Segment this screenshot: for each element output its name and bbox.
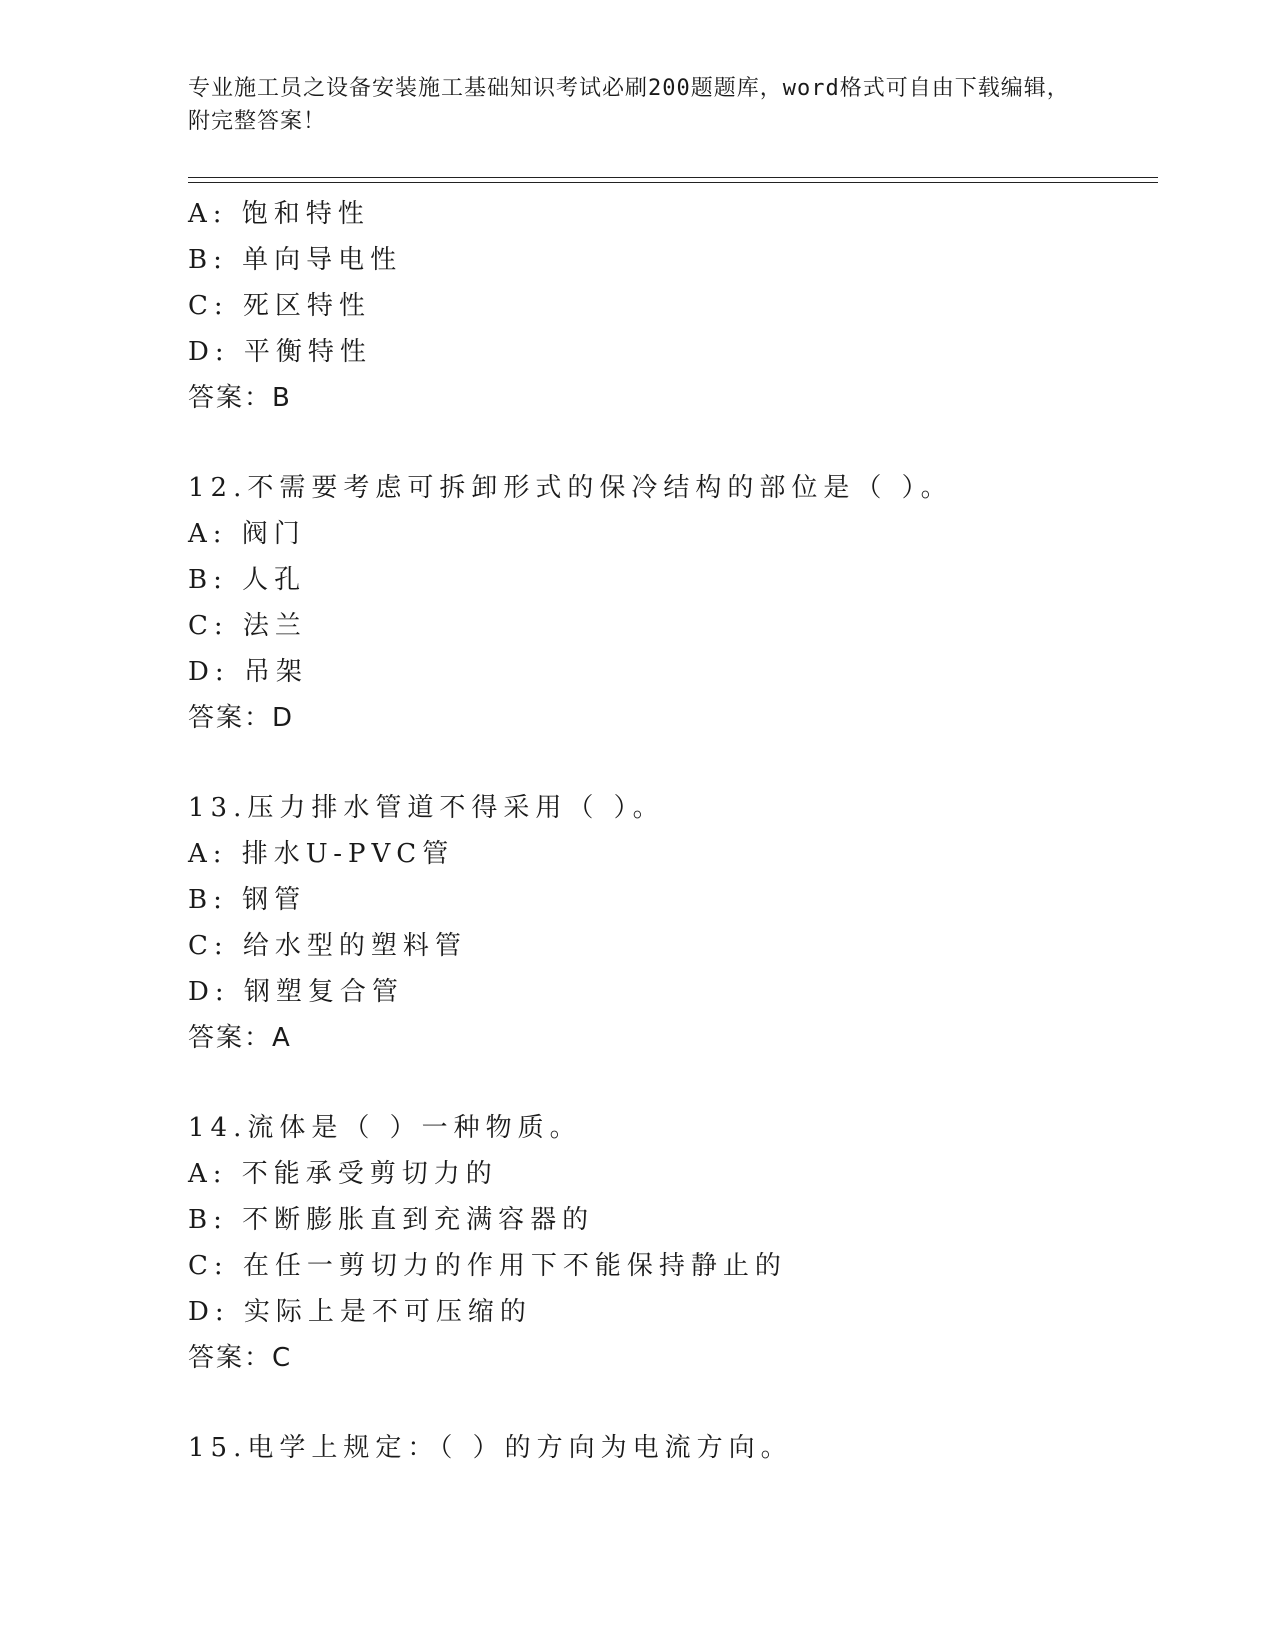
question-15 bbox=[188, 1425, 1168, 1471]
answer: 答案：B bbox=[188, 383, 292, 413]
question-11-remainder bbox=[188, 191, 1168, 421]
answer: 答案：A bbox=[188, 1023, 292, 1053]
question-14 bbox=[188, 1105, 1168, 1381]
header-divider-bottom bbox=[188, 182, 1158, 183]
option-c: C: 给水型的塑料管 bbox=[188, 931, 467, 961]
option-b: B: 钢管 bbox=[188, 885, 307, 915]
option-a: A: 阀门 bbox=[188, 519, 306, 549]
option-b: B: 人孔 bbox=[188, 565, 307, 595]
question-12 bbox=[188, 465, 1168, 741]
option-d: D: 钢塑复合管 bbox=[188, 977, 404, 1007]
option-d: D: 平衡特性 bbox=[188, 337, 372, 367]
option-a: A: 不能承受剪切力的 bbox=[188, 1159, 498, 1189]
question-stem: 12.不需要考虑可拆卸形式的保冷结构的部位是（ ）。 bbox=[188, 473, 953, 503]
answer: 答案：D bbox=[188, 703, 295, 733]
document-header: 专业施工员之设备安装施工基础知识考试必刷200题题库，word格式可自由下载编辑，附完整答案！ bbox=[188, 76, 1070, 134]
question-stem: 13.压力排水管道不得采用（ ）。 bbox=[188, 793, 665, 823]
answer: 答案：C bbox=[188, 1343, 293, 1373]
question-stem: 14.流体是（ ）一种物质。 bbox=[188, 1113, 582, 1143]
option-c: C: 法兰 bbox=[188, 611, 307, 641]
option-c: C: 死区特性 bbox=[188, 291, 371, 321]
option-a: A: 饱和特性 bbox=[188, 199, 370, 229]
option-b: B: 单向导电性 bbox=[188, 245, 403, 275]
question-stem: 15.电学上规定：（ ）的方向为电流方向。 bbox=[188, 1433, 793, 1463]
header-divider-top bbox=[188, 177, 1158, 178]
option-a: A: 排水U-PVC管 bbox=[188, 839, 455, 869]
question-13 bbox=[188, 785, 1168, 1061]
option-d: D: 实际上是不可压缩的 bbox=[188, 1297, 532, 1327]
question-content bbox=[188, 191, 1168, 1471]
option-c: C: 在任一剪切力的作用下不能保持静止的 bbox=[188, 1251, 787, 1281]
option-d: D: 吊架 bbox=[188, 657, 308, 687]
option-b: B: 不断膨胀直到充满容器的 bbox=[188, 1205, 595, 1235]
